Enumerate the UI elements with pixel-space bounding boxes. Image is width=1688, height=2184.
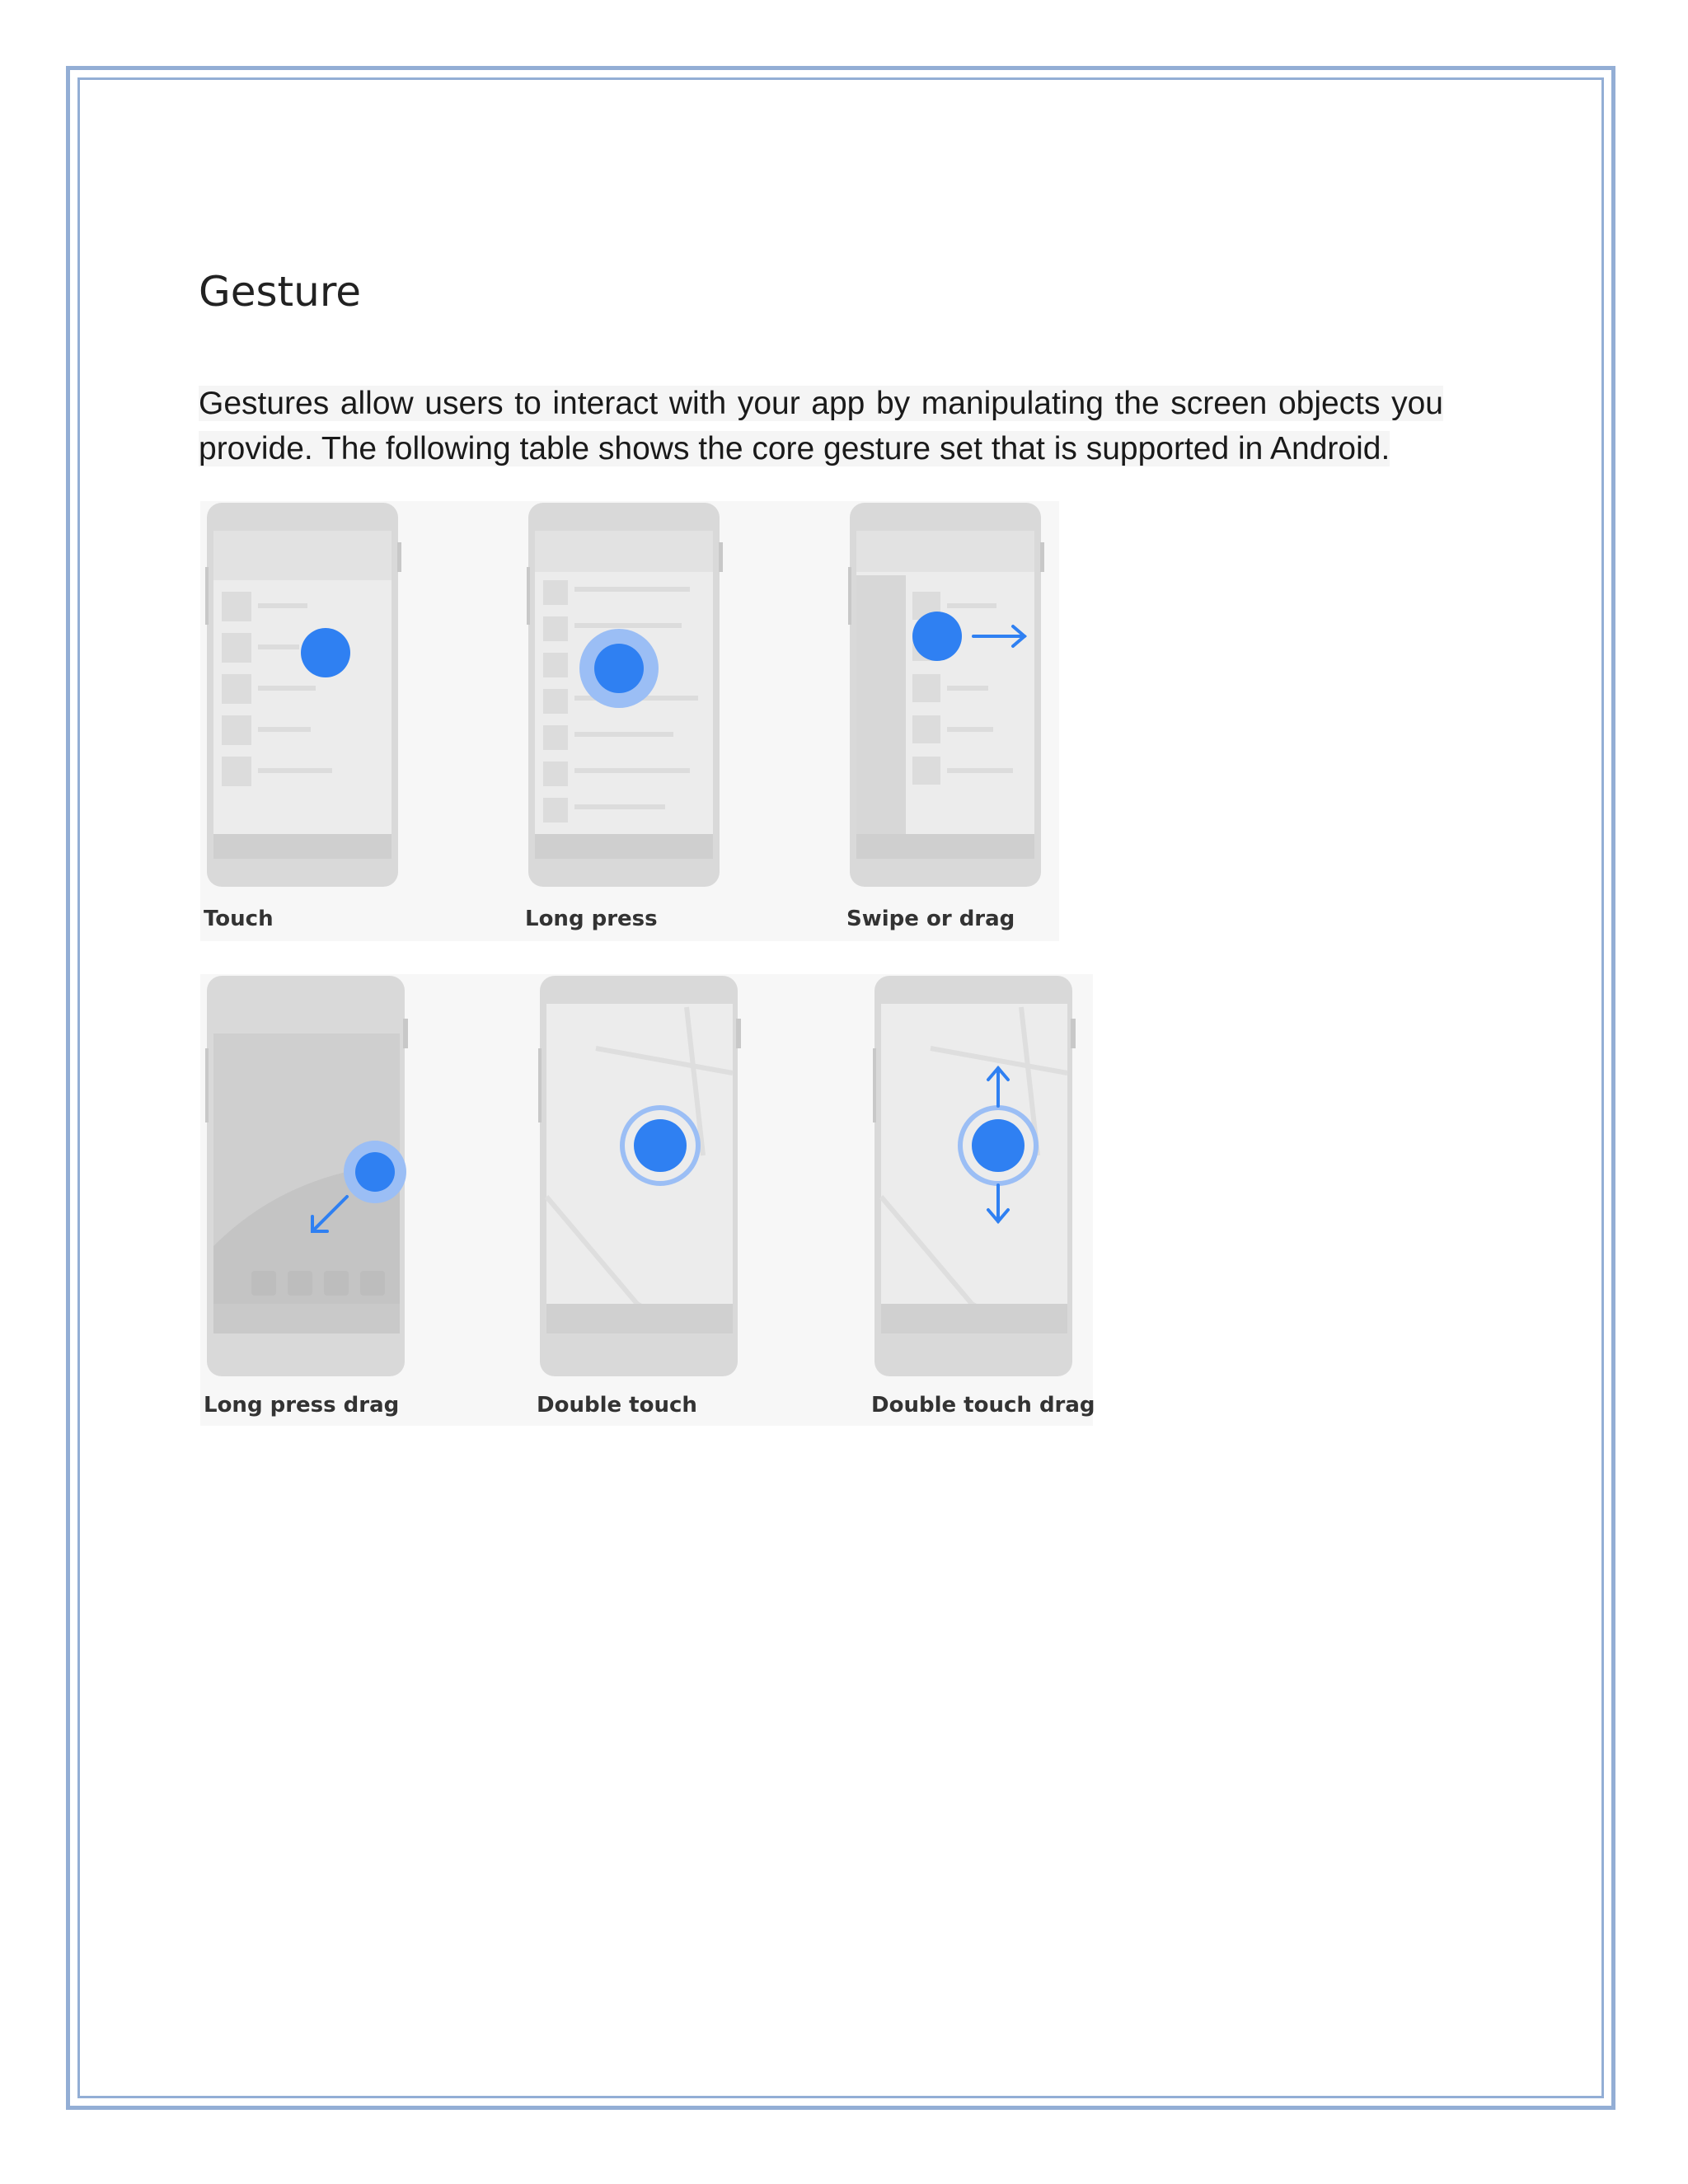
gesture-long-press-illustration xyxy=(527,501,723,888)
gesture-label-long-press: Long press xyxy=(525,907,658,931)
gesture-double-touch-illustration xyxy=(538,974,741,1378)
gesture-touch-illustration xyxy=(205,501,401,888)
gesture-label-swipe: Swipe or drag xyxy=(846,907,1015,931)
intro-text: Gestures allow users to interact with your app by manipulating the screen objects you provide. The following table shows the core gesture set that is supported in Android. xyxy=(199,386,1443,466)
gesture-figure-row-1 xyxy=(200,501,1059,941)
gesture-label-double-touch: Double touch xyxy=(537,1393,697,1418)
gesture-double-touch-drag-illustration xyxy=(873,974,1076,1378)
intro-paragraph xyxy=(199,381,1443,471)
touch-dot-icon xyxy=(301,628,350,677)
double-touch-dot-icon xyxy=(634,1119,687,1172)
gesture-figure-row-2 xyxy=(200,974,1093,1426)
swipe-dot-icon xyxy=(912,612,962,661)
gesture-label-touch: Touch xyxy=(204,907,274,931)
gesture-swipe-illustration xyxy=(848,501,1044,888)
page-heading: Gesture xyxy=(199,268,362,316)
gesture-label-long-press-drag: Long press drag xyxy=(204,1393,400,1418)
double-touch-drag-dot-icon xyxy=(972,1119,1025,1172)
gesture-long-press-drag-illustration xyxy=(205,974,408,1378)
gesture-label-double-touch-drag: Double touch drag xyxy=(871,1393,1095,1418)
